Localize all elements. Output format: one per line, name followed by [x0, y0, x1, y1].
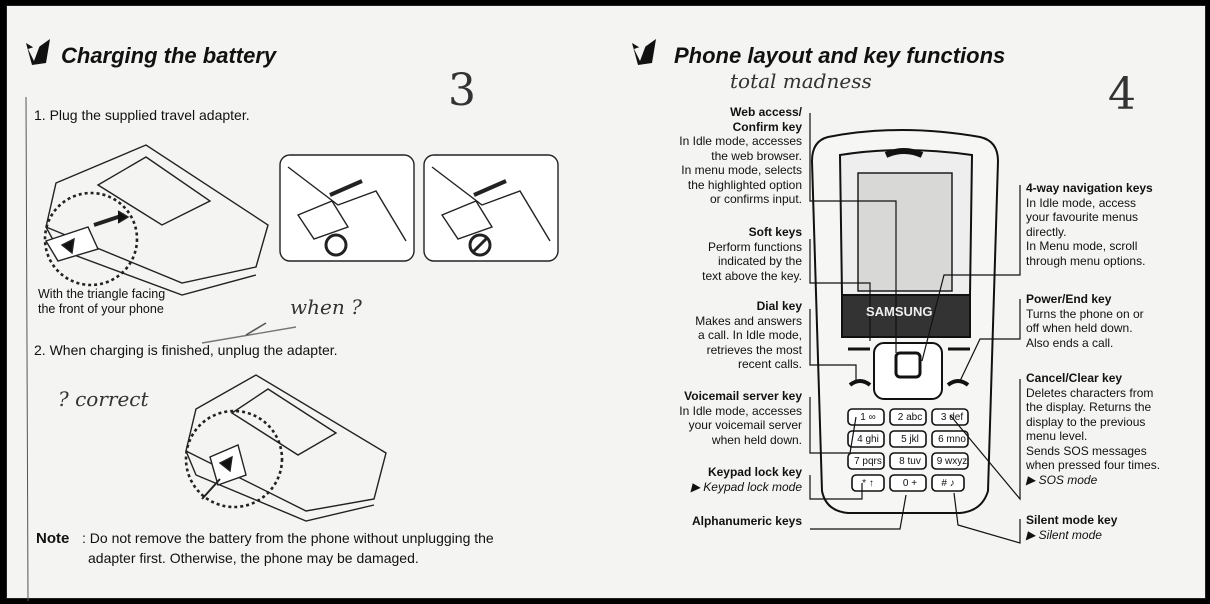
step-2-text: 2. When charging is finished, unplug the adapter. — [34, 342, 338, 358]
key-5: 5 jkl — [901, 434, 919, 445]
phone-unplug-illustration — [186, 375, 386, 521]
key-2: 2 abc — [897, 412, 923, 423]
key-6: 6 mno — [938, 434, 966, 445]
triangle-caption-line2: the front of your phone — [38, 302, 164, 316]
key-1: 1 ∞ — [860, 412, 876, 423]
key-9: 9 wxyz — [936, 456, 968, 467]
key-8: 8 tuv — [899, 456, 921, 467]
label-silent-mode-key: Silent mode key ▶ Silent mode — [1026, 513, 1118, 542]
key-star: * ↑ — [862, 478, 874, 489]
handwritten-scribble: total madness — [730, 69, 872, 93]
brand-logo-text: SAMSUNG — [866, 304, 933, 319]
handwritten-page-number-right: 4 — [1108, 69, 1136, 120]
label-dial-key: Dial key Makes and answers a call. In Idle mode, retrieves the most recent calls. — [695, 299, 802, 371]
key-0: 0 + — [902, 478, 918, 489]
handwritten-page-number: 3 — [448, 65, 476, 116]
label-cancel-clear-key: Cancel/Clear key Deletes characters from the display. Returns the display to the previous menu level. Sends SOS messages when pressed four times. ▶ SOS mode — [1026, 371, 1161, 487]
handwritten-correct-note: ? correct — [58, 387, 149, 411]
step-1-text: 1. Plug the supplied travel adapter. — [34, 107, 250, 123]
key-3: 3 def — [940, 412, 964, 423]
handwritten-when-note: when ? — [290, 295, 362, 319]
section-bullet-icon-right — [632, 39, 656, 65]
key-7: 7 pqrs — [854, 456, 882, 467]
margin-line — [26, 97, 28, 601]
note-text-line1: : Do not remove the battery from the phone without unplugging the — [82, 530, 494, 546]
key-hash: # ♪ — [941, 478, 955, 489]
label-keypad-lock-key: Keypad lock key ▶ Keypad lock mode — [690, 465, 802, 494]
key-4: 4 ghi — [857, 434, 879, 445]
left-page-title: Charging the battery — [61, 43, 277, 68]
triangle-caption-line1: With the triangle facing — [38, 287, 166, 301]
note-text-line2: adapter first. Otherwise, the phone may be damaged. — [88, 550, 419, 566]
section-bullet-icon — [26, 39, 50, 65]
right-page-title: Phone layout and key functions — [674, 43, 1006, 68]
label-alphanumeric-keys: Alphanumeric keys — [691, 514, 802, 528]
label-power-end-key: Power/End key Turns the phone on or off when held down. Also ends a call. — [1026, 292, 1144, 350]
pen-stroke — [202, 327, 296, 343]
label-soft-keys: Soft keys Perform functions indicated by the text above the key. — [702, 225, 802, 283]
wrong-orientation-box — [424, 155, 558, 261]
label-voicemail-key: Voicemail server key In Idle mode, accesses your voicemail server when held down. — [679, 389, 802, 447]
label-web-access-key: Web access/ Confirm key In Idle mode, accesses the web browser. In menu mode, selects the highlighted option or confirms input. — [679, 105, 802, 206]
correct-orientation-box — [280, 155, 414, 261]
right-page — [600, 5, 1204, 597]
phone-charging-illustration — [45, 145, 268, 295]
label-navigation-keys: 4-way navigation keys In Idle mode, access your favourite menus directly. In Menu mode, scroll through menu options. — [1026, 181, 1153, 268]
note-label: Note — [36, 530, 70, 547]
left-page — [6, 5, 600, 597]
